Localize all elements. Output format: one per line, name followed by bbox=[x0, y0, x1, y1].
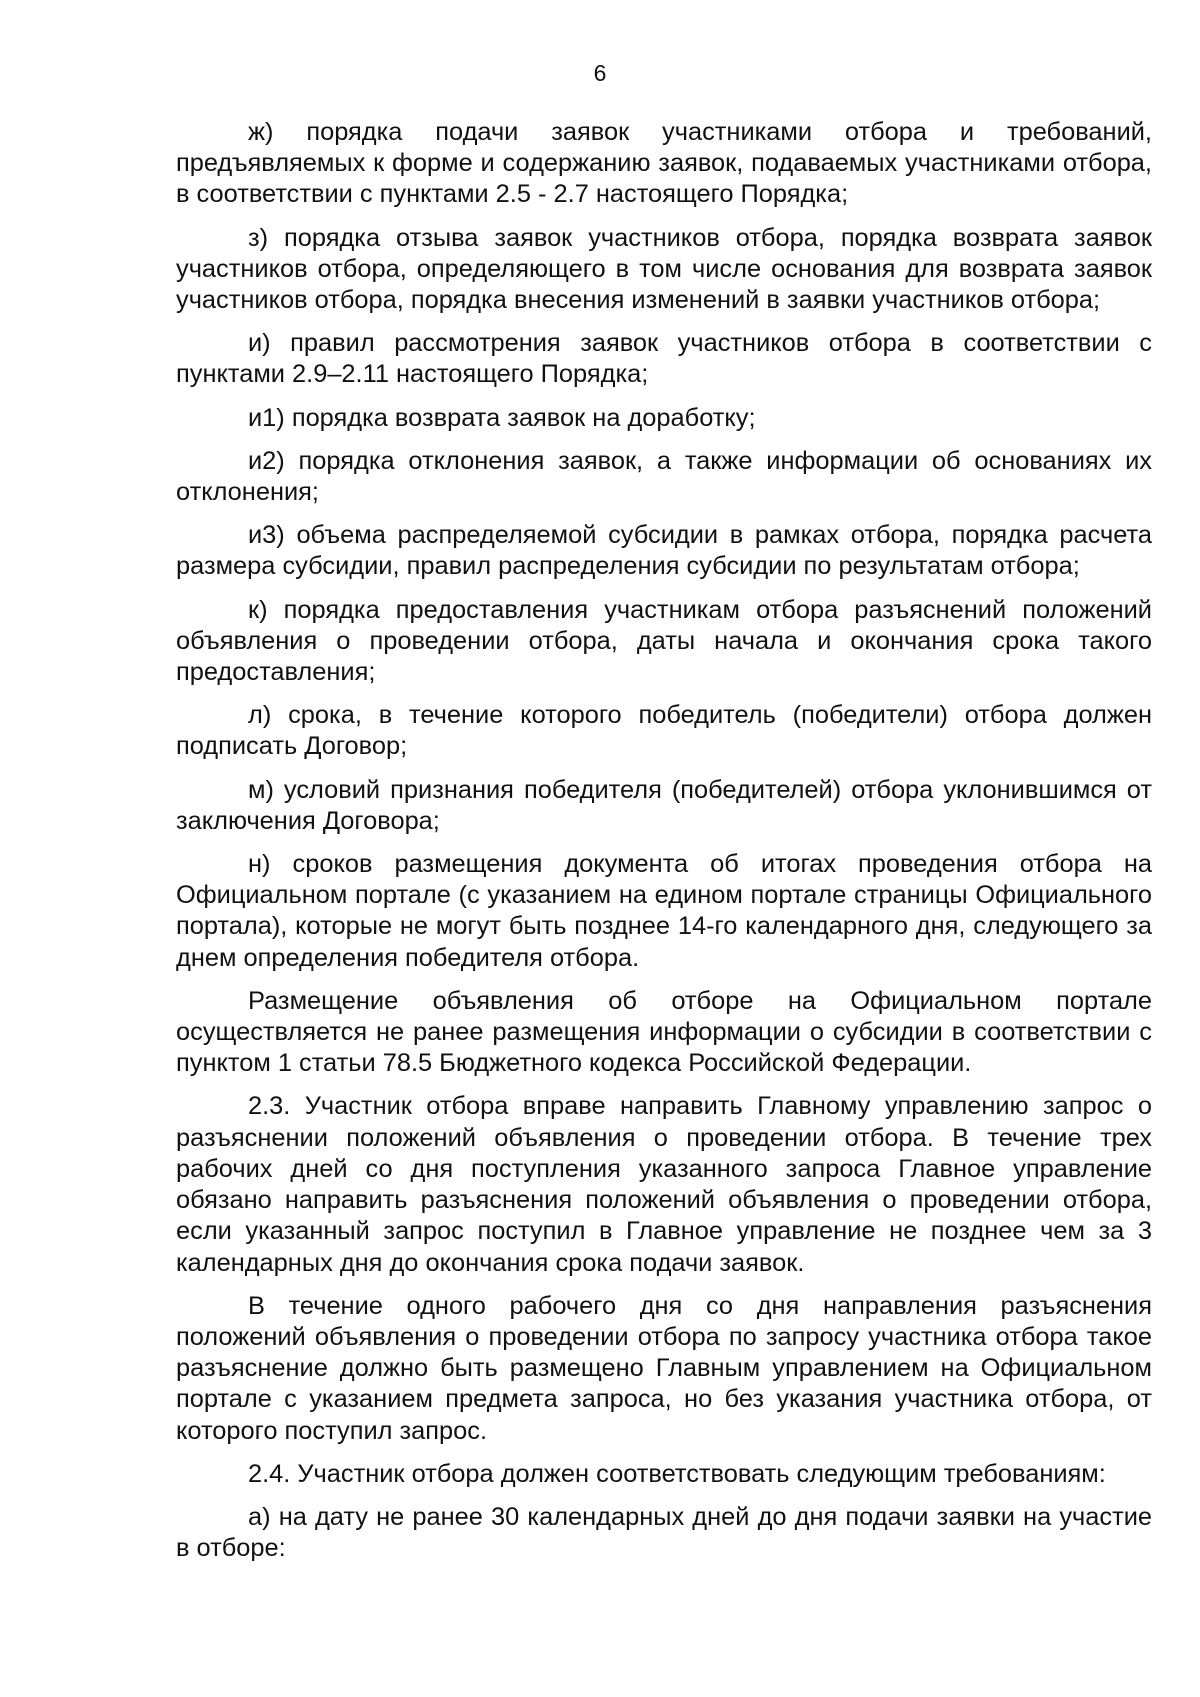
paragraph-placement: Размещение объявления об отборе на Официальном портале осуществляется не ранее размещения информации о субсидии в соответствии с пунктом 1 статьи 78.5 Бюджетного кодекса Российской Федерации. bbox=[176, 986, 1152, 1078]
paragraph-zh: ж) порядка подачи заявок участниками отбора и требований, предъявляемых к форме и содержанию заявок, подаваемых участниками отбора, в соответствии с пунктами 2.5 - 2.7 настоящего Порядка; bbox=[176, 118, 1152, 209]
page-number: 6 bbox=[593, 60, 607, 86]
paragraph-n: н) сроков размещения документа об итогах проведения отбора на Официальном портале (с указанием на едином портале страницы Официального портала), которые не могут быть позднее 14-го календарного дня, следующего за днем определения победителя отбора. bbox=[176, 850, 1152, 972]
paragraph-l: л) срока, в течение которого победитель (победители) отбора должен подписать Договор; bbox=[176, 701, 1152, 761]
document-body bbox=[176, 117, 1152, 1576]
paragraph-i: и) правил рассмотрения заявок участников отбора в соответствии с пунктами 2.9–2.11 настоящего Порядка; bbox=[176, 329, 1152, 389]
paragraph-i2: и2) порядка отклонения заявок, а также информации об основаниях их отклонения; bbox=[176, 446, 1152, 507]
paragraph-2-3: 2.3. Участник отбора вправе направить Главному управлению запрос о разъяснении положений объявления о проведении отбора. В течение трех рабочих дней со дня поступления указанного запроса Главное управление обязано направить разъяснения положений объявления о проведении отбора, если указанный запрос поступил в Главное управление не позднее чем за 3 календарных дня до окончания срока подачи заявок. bbox=[176, 1092, 1152, 1277]
paragraph-2-4: 2.4. Участник отбора должен соответствовать следующим требованиям: bbox=[248, 1459, 1106, 1488]
paragraph-i1: и1) порядка возврата заявок на доработку; bbox=[248, 403, 756, 432]
paragraph-i3: и3) объема распределяемой субсидии в рамках отбора, порядка расчета размера субсидии, правил распределения субсидии по результатам отбора; bbox=[176, 521, 1152, 581]
paragraph-clarification-publication: В течение одного рабочего дня со дня направления разъяснения положений объявления о проведении отбора по запросу участника отбора такое разъяснение должно быть размещено Главным управлением на Официальном портале с указанием предмета запроса, но без указания участника отбора, от которого поступил запрос. bbox=[176, 1291, 1152, 1445]
paragraph-z: з) порядка отзыва заявок участников отбора, порядка возврата заявок участников отбора, определяющего в том числе основания для возврата заявок участников отбора, порядка внесения изменений в заявки участников отбора; bbox=[176, 223, 1152, 315]
paragraph-m: м) условий признания победителя (победителей) отбора уклонившимся от заключения Договора; bbox=[176, 775, 1152, 835]
paragraph-k: к) порядка предоставления участникам отбора разъяснений положений объявления о проведении отбора, даты начала и окончания срока такого предоставления; bbox=[176, 595, 1152, 687]
paragraph-a: а) на дату не ранее 30 календарных дней до дня подачи заявки на участие в отборе: bbox=[176, 1502, 1152, 1563]
